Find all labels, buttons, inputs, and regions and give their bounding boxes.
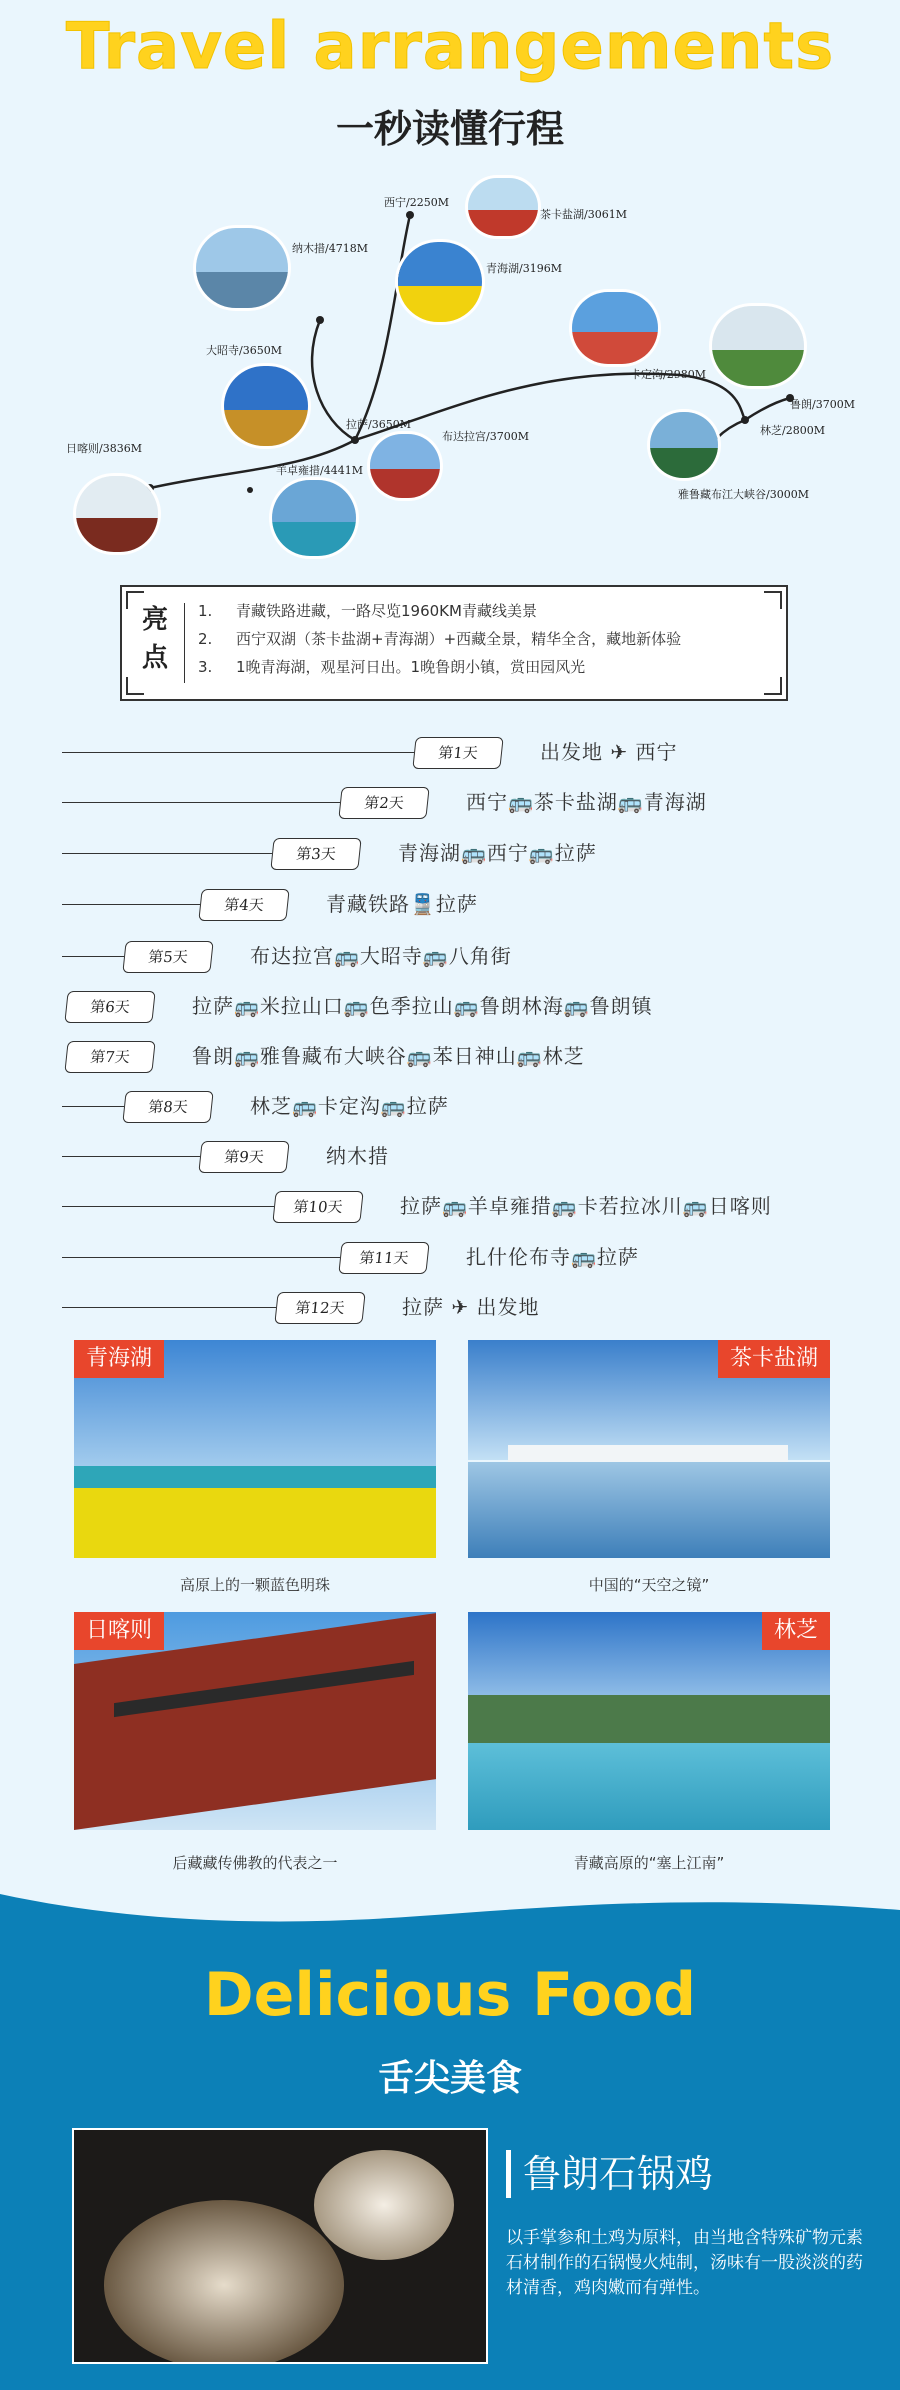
day-tag: 第12天 — [274, 1292, 365, 1324]
list-number: 1. — [198, 602, 213, 620]
list-item — [198, 597, 681, 625]
day-line — [62, 802, 340, 803]
photo-chaka-salt-lake — [468, 1340, 830, 1558]
day-tag: 第7天 — [64, 1041, 155, 1073]
day-tag: 第2天 — [338, 787, 429, 819]
list-item — [198, 625, 681, 653]
photo-qinghai-lake — [74, 1340, 436, 1558]
day-route: 林芝🚌卡定沟🚌拉萨 — [250, 1094, 449, 1118]
highlights-list — [198, 597, 681, 681]
photo-river — [468, 1743, 830, 1830]
day-route: 西宁🚌茶卡盐湖🚌青海湖 — [466, 790, 707, 814]
highlights-badge — [140, 601, 170, 677]
map-label-xining: 西宁/2250M — [384, 196, 449, 209]
day-line — [62, 1106, 124, 1107]
photo-tag: 林芝 — [762, 1612, 830, 1650]
day-route: 扎什伦布寺🚌拉萨 — [466, 1245, 639, 1269]
corner-ornament — [126, 677, 144, 695]
day-tag: 第6天 — [64, 991, 155, 1023]
thumb-kading — [572, 292, 658, 364]
day-route: 布达拉宫🚌大昭寺🚌八角街 — [250, 944, 512, 968]
highlights-badge-char: 亮 — [141, 605, 168, 635]
map-label-namtso: 纳木措/4718M — [292, 242, 368, 255]
thumb-jokhang — [224, 366, 308, 446]
map-label-shigatse: 日喀则/3836M — [66, 442, 142, 455]
photo-caption: 高原上的一颗蓝色明珠 — [179, 1576, 330, 1594]
photo-bowl — [314, 2150, 454, 2260]
map-label-lhasa: 拉萨/3650M — [346, 418, 411, 431]
map-label-yamdrok: 羊卓雍措/4441M — [276, 464, 363, 477]
food-title-en: Delicious Food — [203, 1960, 697, 2030]
day-tag: 第11天 — [338, 1242, 429, 1274]
food-title-cn: 舌尖美食 — [377, 2057, 522, 2099]
day-tag: 第4天 — [198, 889, 289, 921]
photo-shigatse — [74, 1612, 436, 1830]
photo-salt — [508, 1445, 788, 1462]
photo-field — [74, 1488, 436, 1558]
photo-caption: 中国的“天空之镜” — [588, 1576, 710, 1594]
day-tag: 第3天 — [270, 838, 361, 870]
day-tag: 第1天 — [412, 737, 503, 769]
food-description: 以手掌参和土鸡为原料，由当地含特殊矿物元素石材制作的石锅慢火炖制，汤味有一股淡淡的药材清香，鸡肉嫩而有弹性。 — [506, 2228, 863, 2298]
day-line — [62, 956, 124, 957]
list-number: 2. — [198, 630, 213, 648]
day-tag: 第10天 — [272, 1191, 363, 1223]
corner-ornament — [764, 591, 782, 609]
list-text: 西宁双湖（茶卡盐湖+青海湖）+西藏全景，精华全含，藏地新体验 — [236, 630, 682, 648]
photo-nyingchi — [468, 1612, 830, 1830]
day-route: 拉萨🚌羊卓雍措🚌卡若拉冰川🚌日喀则 — [400, 1194, 772, 1218]
day-route: 出发地 ✈ 西宁 — [540, 740, 678, 764]
thumb-namtso — [196, 228, 288, 308]
day-route: 青藏铁路🚆拉萨 — [326, 892, 478, 916]
route-map — [0, 170, 900, 560]
day-tag: 第8天 — [122, 1091, 213, 1123]
thumb-yamdrok — [272, 480, 356, 556]
thumb-potala — [370, 434, 440, 498]
day-line — [62, 1206, 274, 1207]
day-tag: 第9天 — [198, 1141, 289, 1173]
day-route: 鲁朗🚌雅鲁藏布大峡谷🚌苯日神山🚌林芝 — [192, 1044, 585, 1068]
highlights-badge-char: 点 — [141, 643, 168, 673]
section-title-cn: 一秒读懂行程 — [335, 106, 564, 151]
map-label-kading: 卡定沟/2980M — [630, 368, 706, 381]
day-line — [62, 1156, 200, 1157]
photo-caption: 青藏高原的“塞上江南” — [573, 1854, 725, 1872]
day-tag: 第5天 — [122, 941, 213, 973]
day-route: 拉萨🚌米拉山口🚌色季拉山🚌鲁朗林海🚌鲁朗镇 — [192, 994, 653, 1018]
corner-ornament — [764, 677, 782, 695]
photo-mountains — [468, 1695, 830, 1743]
section-title-en: Travel arrangements — [65, 10, 835, 84]
day-line — [62, 904, 200, 905]
list-number: 3. — [198, 658, 213, 676]
map-label-chaka: 茶卡盐湖/3061M — [540, 208, 627, 221]
map-label-jokhang: 大昭寺/3650M — [206, 344, 282, 357]
day-line — [62, 853, 272, 854]
photo-stone-pot — [104, 2200, 344, 2364]
divider — [184, 603, 185, 683]
list-text: 青藏铁路进藏，一路尽览1960KM青藏线美景 — [236, 602, 537, 620]
photo-tag: 茶卡盐湖 — [718, 1340, 830, 1378]
day-line — [62, 1257, 340, 1258]
list-text: 1晚青海湖，观星河日出。1晚鲁朗小镇，赏田园风光 — [236, 658, 586, 676]
photo-reflection — [468, 1462, 830, 1558]
highlights-box — [120, 585, 788, 701]
thumb-canyon — [650, 412, 718, 478]
day-route: 拉萨 ✈ 出发地 — [402, 1295, 540, 1319]
thumb-chaka — [468, 178, 538, 236]
map-label-potala: 布达拉宫/3700M — [442, 430, 529, 443]
thumb-shigatse — [76, 476, 158, 552]
day-line — [62, 752, 414, 753]
photo-tag: 青海湖 — [74, 1340, 164, 1378]
photo-lake — [74, 1466, 436, 1488]
thumb-lulang — [712, 306, 804, 386]
food-dish-name: 鲁朗石锅鸡 — [506, 2150, 713, 2198]
food-photo — [72, 2128, 488, 2364]
thumb-qinghai — [398, 242, 482, 322]
day-route: 纳木措 — [326, 1144, 389, 1168]
map-label-linzhi: 林芝/2800M — [760, 424, 825, 437]
map-label-qinghai: 青海湖/3196M — [486, 262, 562, 275]
map-label-canyon: 雅鲁藏布江大峡谷/3000M — [678, 488, 809, 501]
photo-caption: 后藏藏传佛教的代表之一 — [172, 1854, 338, 1872]
day-route: 青海湖🚌西宁🚌拉萨 — [398, 841, 597, 865]
photo-tag: 日喀则 — [74, 1612, 164, 1650]
map-label-lulang: 鲁朗/3700M — [790, 398, 855, 411]
list-item — [198, 653, 681, 681]
day-line — [62, 1307, 276, 1308]
